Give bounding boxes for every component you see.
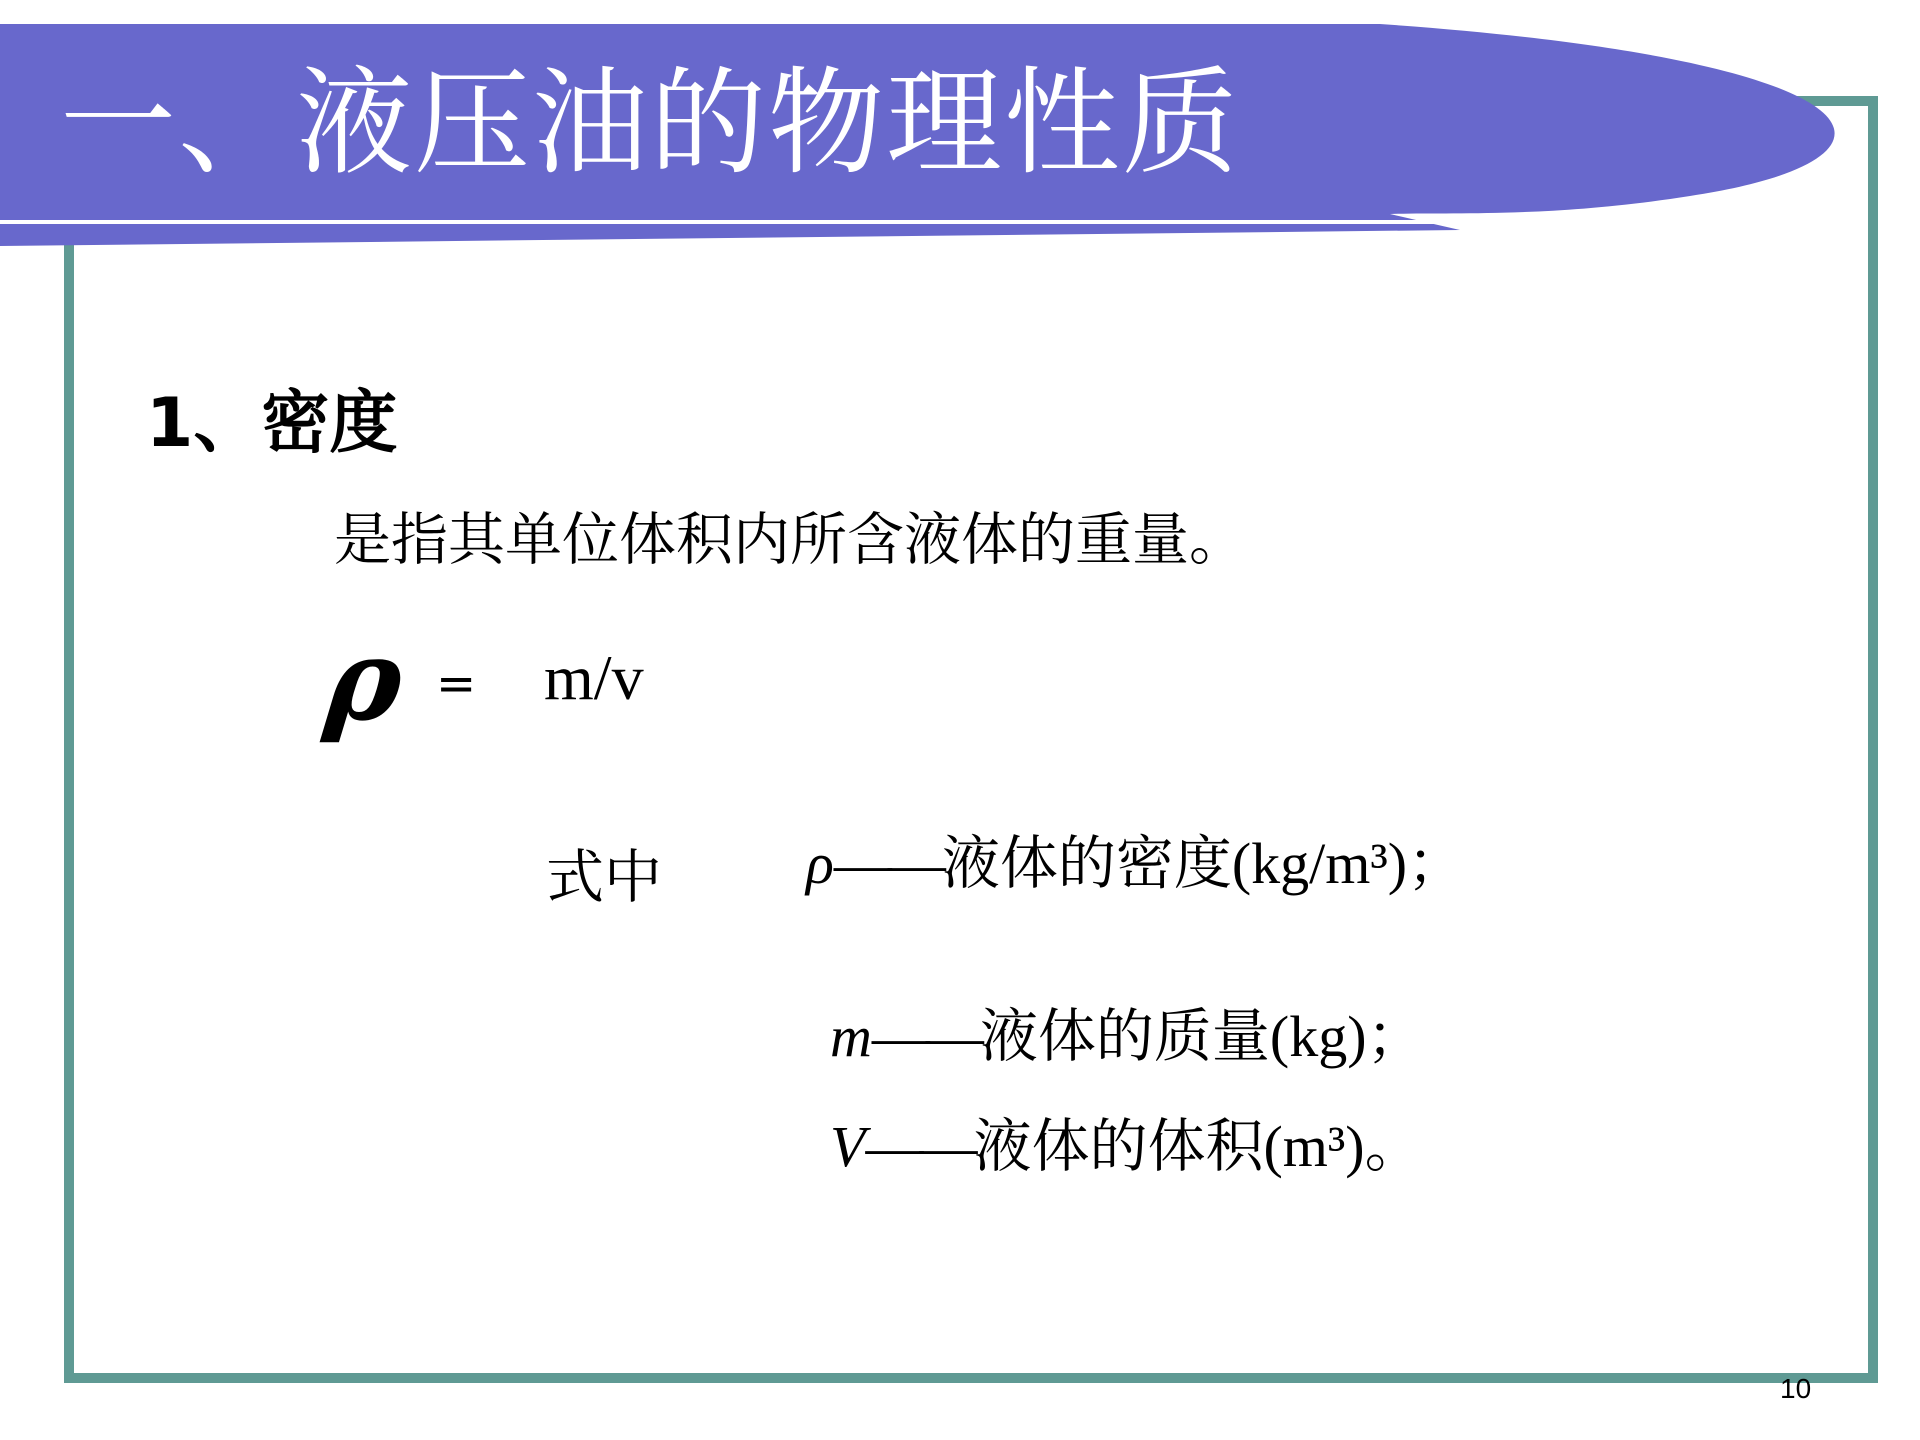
symbol-m: m	[830, 1004, 872, 1069]
definition-text: 是指其单位体积内所含液体的重量。	[334, 507, 1246, 573]
definition-text-density: 液体的密度(kg/m³)；	[941, 831, 1466, 896]
page-number: 10	[1780, 1373, 1812, 1404]
section-heading: 1、密度	[146, 384, 398, 463]
where-label: 式中	[546, 843, 663, 911]
definition-text-volume: 液体的体积(m³)。	[973, 1114, 1423, 1179]
symbol-v: V	[830, 1114, 866, 1179]
em-dash: ——	[865, 1114, 974, 1179]
em-dash: ——	[833, 831, 942, 896]
formula-rho-symbol: ρ	[320, 615, 409, 746]
definition-line-mass	[830, 1004, 1425, 1069]
definition-line-density	[806, 831, 1466, 896]
definition-line-volume	[830, 1114, 1423, 1179]
title-banner-underline	[0, 220, 1440, 224]
formula-equals: =	[436, 656, 477, 712]
definition-text-mass: 液体的质量(kg)；	[979, 1004, 1425, 1069]
em-dash: ——	[871, 1004, 980, 1069]
formula-rhs: m/v	[544, 642, 644, 713]
symbol-rho: ρ	[806, 831, 834, 896]
slide-title: 一、液压油的物理性质	[60, 56, 1240, 191]
